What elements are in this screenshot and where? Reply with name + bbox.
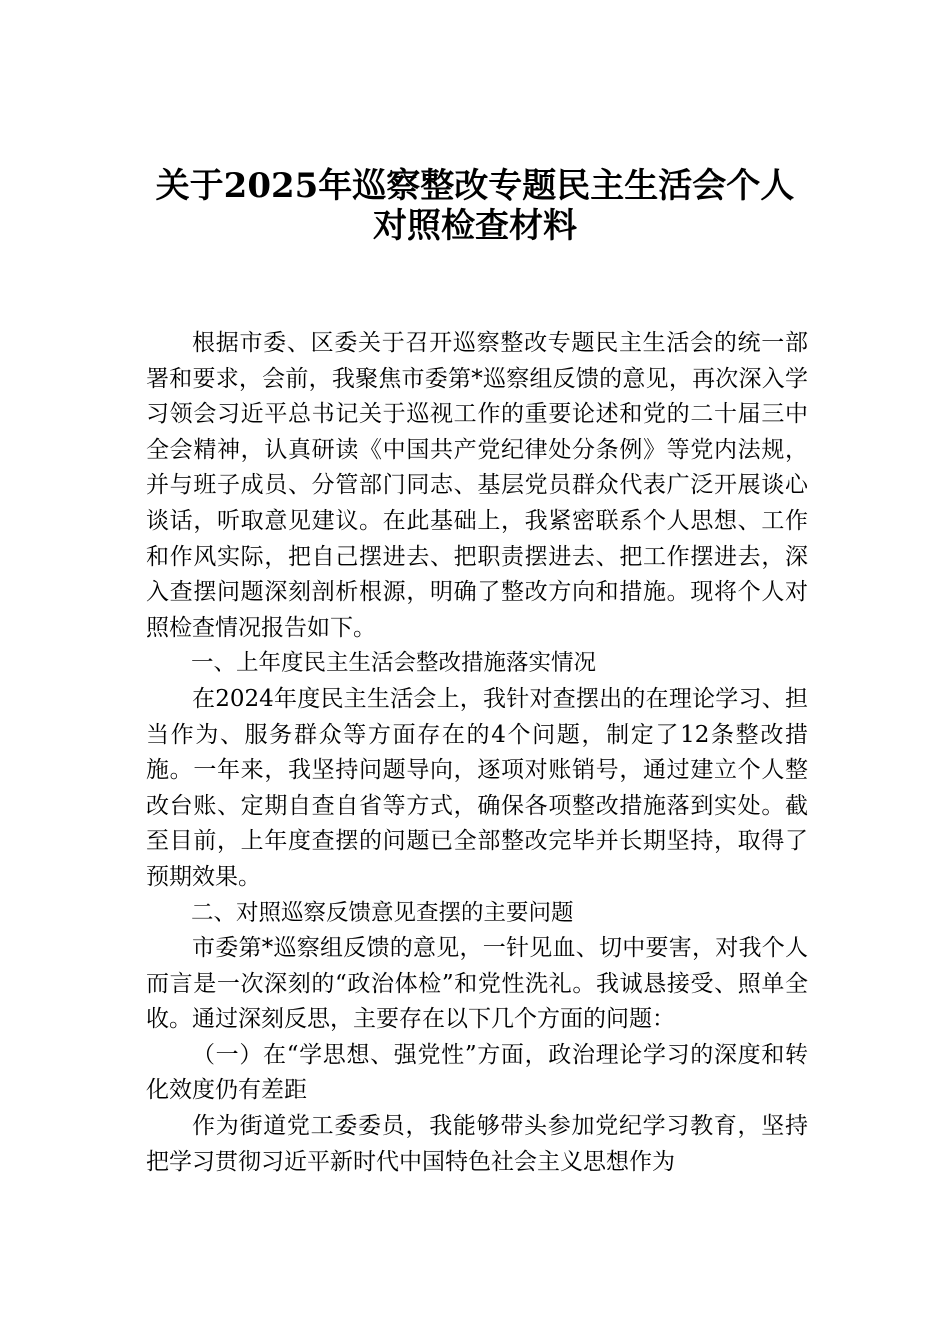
document-title-line-2: 对照检查材料	[373, 206, 577, 246]
subsection-heading-1: （一）在“学思想、强党性”方面，政治理论学习的深度和转化效度仍有差距	[146, 1041, 808, 1104]
section-heading-2: 二、对照巡察反馈意见查摆的主要问题	[191, 899, 574, 926]
document-title-line-1: 关于2025年巡察整改专题民主生活会个人	[155, 166, 795, 206]
section-1-paragraph: 在2024年度民主生活会上，我针对查摆出的在理论学习、担当作为、服务群众等方面存在的4个问题，制定了12条整改措施。一年来，我坚持问题导向，逐项对账销号，通过建立个人整改台账、定期自查自省等方式，确保各项整改措施落到实处。截至目前，上年度查摆的问题已全部整改完毕并长期坚持，取得了预期效果。	[146, 685, 808, 890]
subsection-1-paragraph: 作为街道党工委委员，我能够带头参加党纪学习教育，坚持把学习贯彻习近平新时代中国特色社会主义思想作为	[146, 1113, 808, 1175]
intro-paragraph: 根据市委、区委关于召开巡察整改专题民主生活会的统一部署和要求，会前，我聚焦市委第*巡察组反馈的意见，再次深入学习领会习近平总书记关于巡视工作的重要论述和党的二十届三中全会精神，认真研读《中国共产党纪律处分条例》等党内法规，并与班子成员、分管部门同志、基层党员群众代表广泛开展谈心谈话，听取意见建议。在此基础上，我紧密联系个人思想、工作和作风实际，把自己摆进去、把职责摆进去、把工作摆进去，深入查摆问题深刻剖析根源，明确了整改方向和措施。现将个人对照检查情况报告如下。	[146, 330, 808, 641]
section-heading-1: 一、上年度民主生活会整改措施落实情况	[191, 650, 597, 677]
document-body	[146, 326, 808, 1180]
section-2-paragraph: 市委第*巡察组反馈的意见，一针见血、切中要害，对我个人而言是一次深刻的“政治体检”和党性洗礼。我诚恳接受、照单全收。通过深刻反思，主要存在以下几个方面的问题：	[146, 935, 808, 1033]
